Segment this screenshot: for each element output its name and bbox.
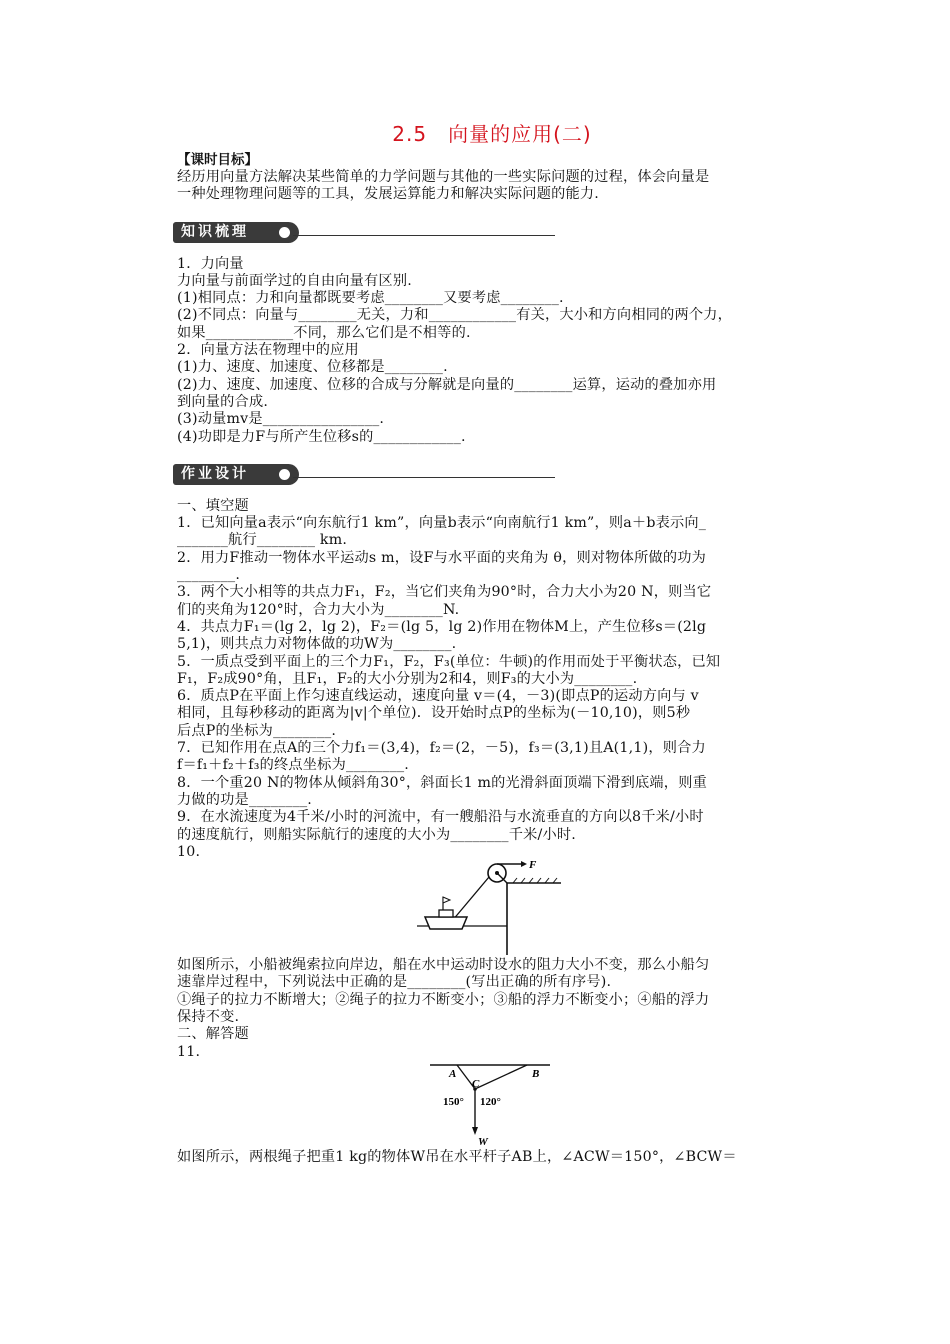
text-line: 10. <box>177 843 201 860</box>
section-banner-knowledge <box>177 222 807 244</box>
text-line: (2)不同点：向量与________无关，力和____________有关，大小和方向相同的两个力， <box>177 307 733 324</box>
text-line: 如果____________不同，那么它们是不相等的. <box>177 324 471 341</box>
force-label: F <box>529 861 537 872</box>
text-line: (1)力、速度、加速度、位移都是________. <box>177 359 448 376</box>
text-line: 保持不变. <box>177 1008 240 1025</box>
text-line: ①绳子的拉力不断增大；②绳子的拉力不断变小；③船的浮力不断变小；④船的浮力 <box>177 991 710 1008</box>
document-page <box>177 120 807 1166</box>
weight-label: W <box>478 1135 488 1148</box>
objective-block <box>177 152 807 204</box>
angle-bcw-label: 120° <box>480 1095 501 1108</box>
banner-rule <box>293 235 555 237</box>
point-b-label: B <box>532 1067 540 1080</box>
figure-boat-pulley <box>177 861 807 957</box>
text-line: 2．用力F推动一物体水平运动s m，设F与水平面的夹角为 θ，则对物体所做的功为 <box>177 549 707 566</box>
text-line: 1．力向量 <box>177 255 244 272</box>
hanging-weight-diagram <box>177 1061 807 1149</box>
text-line: 速靠岸过程中，下列说法中正确的是________(写出正确的所有序号). <box>177 974 612 991</box>
text-line: 7．已知作用在点A的三个力f₁＝(3,4)，f₂＝(2，－5)，f₃＝(3,1)且A(1,1)，则合力 <box>177 740 706 757</box>
text-line: 一、填空题 <box>177 497 249 514</box>
text-line: _______航行________ km. <box>177 532 348 549</box>
text-line: 二、解答题 <box>177 1026 249 1043</box>
banner-dot-icon <box>279 227 290 238</box>
point-c-label: C <box>472 1077 480 1090</box>
text-line: f＝f₁＋f₂＋f₃的终点坐标为________. <box>177 757 410 774</box>
text-line: 3．两个大小相等的共点力F₁，F₂，当它们夹角为90°时，合力大小为20 N，则当它 <box>177 584 712 601</box>
text-line: 2．向量方法在物理中的应用 <box>177 342 359 359</box>
text-line: 力做的功是________. <box>177 791 312 808</box>
text-line: (1)相同点：力和向量都既要考虑________又要考虑________. <box>177 290 564 307</box>
text-line: F₁，F₂成90°角，且F₁，F₂的大小分别为2和4，则F₃的大小为________. <box>177 670 638 687</box>
text-line: 如图所示，两根绳子把重1 kg的物体W吊在水平杆子AB上，∠ACW＝150°，∠BCW＝ <box>177 1148 737 1165</box>
text-line: 们的夹角为120°时，合力大小为________N. <box>177 601 460 618</box>
text-line: (3)动量mv是________________. <box>177 411 385 428</box>
text-line: 8．一个重20 N的物体从倾斜角30°，斜面长1 m的光滑斜面顶端下滑到底端，则重 <box>177 774 707 791</box>
boat-icon <box>425 917 467 929</box>
text-line: 相同，且每秒移动的距离为|v|个单位)．设开始时点P的坐标为(－10,10)，则5秒 <box>177 705 691 722</box>
text-line: 11. <box>177 1043 201 1060</box>
banner-label: 作业设计 <box>173 464 299 485</box>
knowledge-section <box>177 256 807 446</box>
objective-line: 一种处理物理问题等的工具，发展运算能力和解决实际问题的能力. <box>177 186 599 203</box>
page-title: 2.5 向量的应用(二) <box>392 122 592 146</box>
objective-line: 经历用向量方法解决某些简单的力学问题与其他的一些实际问题的过程，体会向量是 <box>177 169 710 185</box>
text-line: 9．在水流速度为4千米/小时的河流中，有一艘船沿与水流垂直的方向以8千米/小时 <box>177 809 704 826</box>
homework-section <box>177 498 807 1166</box>
banner-rule <box>293 477 555 479</box>
banner-label: 知识梳理 <box>173 222 299 243</box>
angle-acw-label: 150° <box>443 1095 464 1108</box>
text-line: 如图所示，小船被绳索拉向岸边，船在水中运动时设水的阻力大小不变，那么小船匀 <box>177 957 710 974</box>
banner-dot-icon <box>279 469 290 480</box>
text-line: (2)力、速度、加速度、位移的合成与分解就是向量的________运算，运动的叠加亦用 <box>177 376 717 393</box>
text-line: ________. <box>177 567 241 584</box>
text-line: (4)功即是力F与所产生位移s的____________. <box>177 428 466 445</box>
objective-tag: 【课时目标】 <box>177 152 258 168</box>
text-line: 6．质点P在平面上作匀速直线运动，速度向量 v＝(4，－3)(即点P的运动方向与 v <box>177 688 699 705</box>
point-a-label: A <box>449 1067 457 1080</box>
text-line: 的速度航行，则船实际航行的速度的大小为________千米/小时. <box>177 826 576 843</box>
section-banner-homework <box>177 464 807 486</box>
text-line: 到向量的合成. <box>177 393 269 410</box>
text-line: 5．一质点受到平面上的三个力F₁，F₂，F₃(单位：牛顿)的作用而处于平衡状态，已知 <box>177 653 721 670</box>
text-line: 4．共点力F₁＝(lg 2，lg 2)，F₂＝(lg 5，lg 2)作用在物体M上，产生位移s＝(2lg <box>177 618 707 635</box>
text-line: 1．已知向量a表示“向东航行1 km”，向量b表示“向南航行1 km”，则a＋b表示向_ <box>177 515 707 532</box>
text-line: 后点P的坐标为________. <box>177 722 337 739</box>
boat-pulley-diagram <box>177 861 807 957</box>
text-line: 5,1)，则共点力对物体做的功W为________. <box>177 636 457 653</box>
figure-hanging-weight <box>177 1061 807 1149</box>
text-line: 力向量与前面学过的自由向量有区别. <box>177 272 412 289</box>
